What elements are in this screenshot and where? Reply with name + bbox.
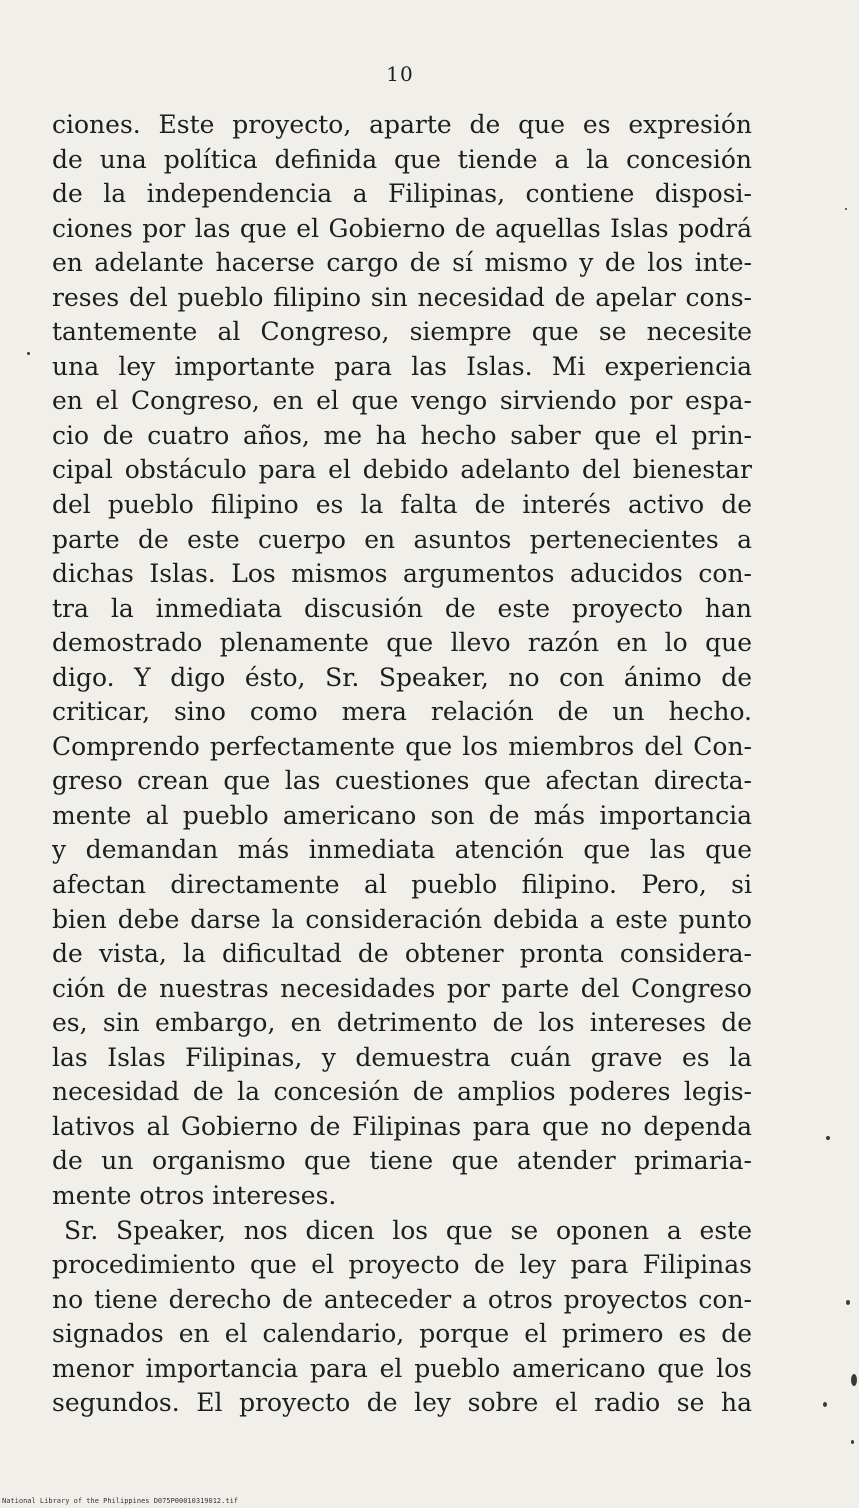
text-line: bien debe darse la consideración debida a este punto xyxy=(52,904,752,934)
scan-speck xyxy=(845,208,847,210)
text-line: dichas Islas. Los mismos argumentos aducidos con- xyxy=(52,559,752,589)
text-line: reses del pueblo filipino sin necesidad de apelar cons- xyxy=(52,282,752,312)
text-line: de un organismo que tiene que atender primaria- xyxy=(52,1146,752,1176)
text-line: afectan directamente al pueblo filipino. Pero, si xyxy=(52,870,752,900)
text-line: segundos. El proyecto de ley sobre el radio se ha xyxy=(52,1388,752,1418)
scan-speck xyxy=(851,1374,857,1386)
text-line: mente al pueblo americano son de más importancia xyxy=(52,800,752,830)
text-line: en adelante hacerse cargo de sí mismo y de los inte- xyxy=(52,248,752,278)
text-line: criticar, sino como mera relación de un hecho. xyxy=(52,697,752,727)
scan-speck xyxy=(823,1402,827,1407)
text-line: parte de este cuerpo en asuntos pertenecientes a xyxy=(52,524,752,554)
text-line: demostrado plenamente que llevo razón en lo que xyxy=(52,628,752,658)
scan-speck xyxy=(851,1440,854,1444)
text-line: ción de nuestras necesidades por parte del Congreso xyxy=(52,973,752,1003)
text-line: en el Congreso, en el que vengo sirviendo por espa- xyxy=(52,386,752,416)
text-line: necesidad de la concesión de amplios poderes legis- xyxy=(52,1077,752,1107)
text-line: no tiene derecho de anteceder a otros proyectos con- xyxy=(52,1284,752,1314)
text-line: de vista, la dificultad de obtener pronta considera- xyxy=(52,939,752,969)
body-text xyxy=(52,108,752,1421)
text-line: signados en el calendario, porque el primero es de xyxy=(52,1319,752,1349)
text-line: procedimiento que el proyecto de ley para Filipinas xyxy=(52,1250,752,1280)
scan-speck xyxy=(826,1136,830,1140)
text-line: tantemente al Congreso, siempre que se necesite xyxy=(52,317,752,347)
text-line: Comprendo perfectamente que los miembros del Con- xyxy=(52,731,752,761)
text-line: una ley importante para las Islas. Mi experiencia xyxy=(52,351,752,381)
text-line: del pueblo filipino es la falta de interés activo de xyxy=(52,490,752,520)
text-line: ciones por las que el Gobierno de aquellas Islas podrá xyxy=(52,213,752,243)
paragraph-end-line: mente otros intereses. xyxy=(52,1180,337,1210)
scan-footer: National Library of the Philippines D075P00010319012.tif xyxy=(2,1497,239,1505)
scan-speck xyxy=(27,352,30,355)
text-line: cipal obstáculo para el debido adelanto del bienestar xyxy=(52,455,752,485)
text-line: lativos al Gobierno de Filipinas para que no dependa xyxy=(52,1111,752,1141)
text-line: menor importancia para el pueblo americano que los xyxy=(52,1353,752,1383)
text-line: cio de cuatro años, me ha hecho saber que el prin- xyxy=(52,420,752,450)
scan-speck xyxy=(846,1300,850,1305)
text-line: de una política definida que tiende a la concesión xyxy=(52,144,752,174)
page-number: 10 xyxy=(386,62,414,86)
text-line: ciones. Este proyecto, aparte de que es expresión xyxy=(52,110,752,139)
text-line: digo. Y digo ésto, Sr. Speaker, no con ánimo de xyxy=(52,662,752,692)
text-line: es, sin embargo, en detrimento de los intereses de xyxy=(52,1008,752,1038)
text-line: las Islas Filipinas, y demuestra cuán grave es la xyxy=(52,1042,752,1072)
text-line: y demandan más inmediata atención que las que xyxy=(52,835,752,865)
text-line: de la independencia a Filipinas, contiene disposi- xyxy=(52,179,752,209)
paragraph-start-line: Sr. Speaker, nos dicen los que se oponen a este xyxy=(64,1215,752,1245)
text-line: greso crean que las cuestiones que afectan directa- xyxy=(52,766,752,796)
text-line: tra la inmediata discusión de este proyecto han xyxy=(52,593,752,623)
